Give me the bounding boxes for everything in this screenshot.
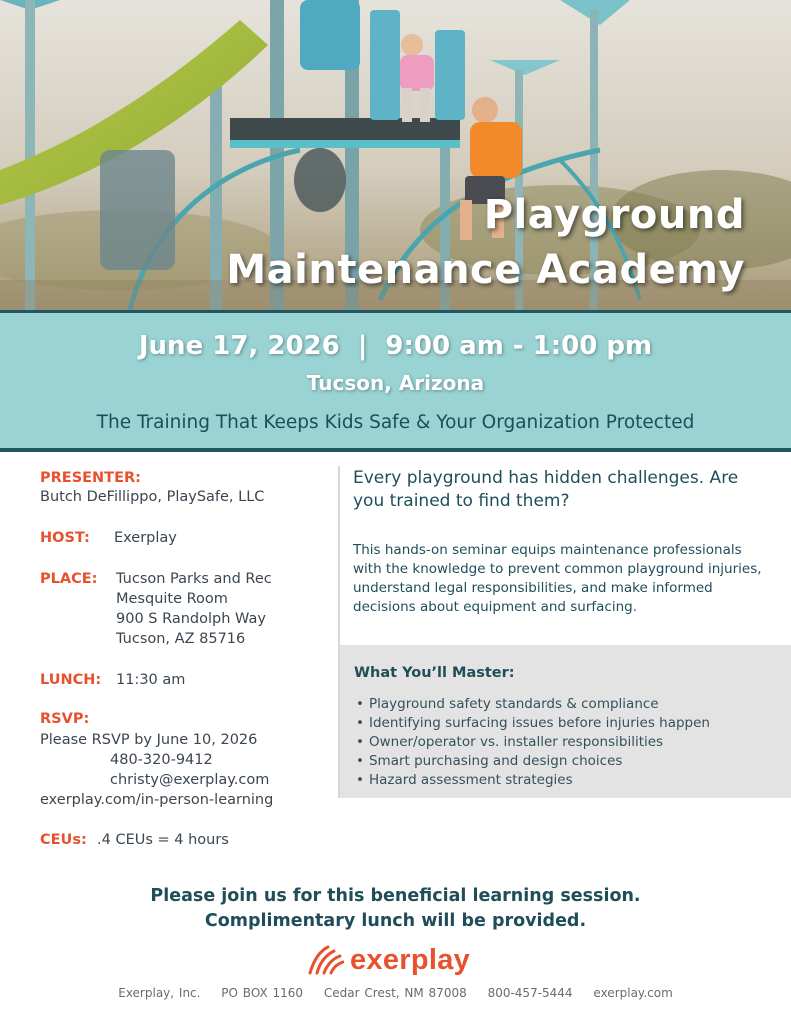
host-row — [40, 530, 90, 546]
ceus-row — [40, 832, 87, 848]
rsvp-label-row — [40, 711, 89, 727]
host-label: HOST: — [40, 530, 90, 546]
place-row — [40, 571, 97, 587]
event-location: Tucson, Arizona — [306, 371, 485, 395]
footer-po-box: PO BOX 1160 — [221, 986, 304, 1000]
presenter-label: PRESENTER: — [40, 470, 141, 486]
rsvp-deadline: Please RSVP by June 10, 2026 — [40, 732, 258, 748]
place-line-2: Mesquite Room — [116, 591, 228, 607]
footer-site[interactable]: exerplay.com — [593, 986, 673, 1000]
logo-swoosh-icon — [306, 945, 344, 975]
lunch-row — [40, 672, 101, 688]
call-to-action — [0, 884, 791, 934]
exerplay-logo — [306, 943, 470, 977]
master-item: • Smart purchasing and design choices — [356, 752, 710, 771]
what-youll-master-panel — [340, 645, 791, 798]
logo-wordmark: exerplay — [350, 943, 471, 976]
event-date-time: June 17, 2026 | 9:00 am - 1:00 pm — [138, 331, 653, 361]
place-label: PLACE: — [40, 571, 98, 587]
footer-city: Cedar Crest, NM 87008 — [323, 986, 467, 1000]
cta-line-1: Please join us for this beneficial learning session. — [150, 886, 641, 906]
event-title — [226, 188, 745, 298]
event-tagline: The Training That Keeps Kids Safe & Your Organization Protected — [96, 412, 695, 433]
rsvp-email[interactable]: christy@exerplay.com — [110, 772, 270, 788]
cta-line-2: Complimentary lunch will be provided. — [204, 911, 587, 931]
lunch-label: LUNCH: — [40, 672, 102, 688]
footer-company: Exerplay, Inc. — [118, 986, 201, 1000]
master-list — [356, 695, 710, 790]
place-line-4: Tucson, AZ 85716 — [116, 631, 246, 647]
lunch-value: 11:30 am — [116, 672, 186, 688]
title-line-2: Maintenance Academy — [226, 247, 745, 293]
rsvp-label: RSVP: — [40, 711, 90, 727]
hero-banner — [0, 0, 791, 310]
place-line-1: Tucson Parks and Rec — [116, 571, 272, 587]
master-item: • Hazard assessment strategies — [356, 771, 710, 790]
master-item: • Playground safety standards & compliance — [356, 695, 710, 714]
rsvp-url[interactable]: exerplay.com/in-person-learning — [40, 792, 274, 808]
host-value: Exerplay — [114, 530, 177, 546]
intro-question: Every playground has hidden challenges. Are you trained to find them? — [353, 468, 739, 511]
rsvp-phone: 480-320-9412 — [110, 752, 213, 768]
place-line-3: 900 S Randolph Way — [116, 611, 266, 627]
master-heading: What You’ll Master: — [354, 665, 515, 681]
presenter-value: Butch DeFillippo, PlaySafe, LLC — [40, 489, 265, 505]
master-item: • Identifying surfacing issues before injuries happen — [356, 714, 710, 733]
ceus-value: .4 CEUs = 4 hours — [97, 832, 229, 848]
footer-phone: 800-457-5444 — [487, 986, 573, 1000]
master-item: • Owner/operator vs. installer responsibilities — [356, 733, 710, 752]
event-info-band — [0, 310, 791, 452]
ceus-label: CEUs: — [40, 832, 87, 848]
title-line-1: Playground — [483, 192, 745, 238]
footer-contact — [0, 986, 791, 1000]
intro-paragraph: This hands-on seminar equips maintenance professionals with the knowledge to prevent common playground injuries, understand legal responsibilities, and make informed decisions about equipment and surfacing. — [353, 542, 762, 615]
